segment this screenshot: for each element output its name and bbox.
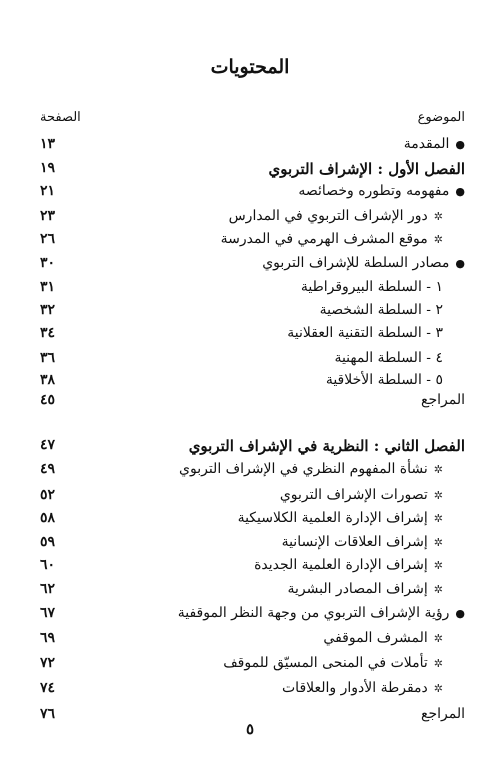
toc-entry <box>40 605 465 627</box>
entry-label: تصورات الإشراف التربوي <box>279 487 428 503</box>
bullet-icon: ● <box>455 185 465 198</box>
toc-entry <box>40 680 465 702</box>
toc-entry <box>40 255 465 277</box>
entry-label: مصادر السلطة للإشراف التربوي <box>262 255 450 271</box>
toc-entry <box>40 655 465 677</box>
entry-label: رؤية الإشراف التربوي من وجهة النظر الموقفية <box>177 605 450 621</box>
entry-page-number: ٥٩ <box>40 534 56 550</box>
entry-label: الفصل الأول : الإشراف التربوي <box>268 160 465 178</box>
toc-entry <box>40 487 465 509</box>
entry-title <box>287 581 443 597</box>
entry-page-number: ٣١ <box>40 279 56 295</box>
entry-page-number: ١٣ <box>40 136 56 152</box>
entry-page-number: ٣٠ <box>40 255 56 271</box>
entry-label: ٣ - السلطة التقنية العقلانية <box>287 325 443 341</box>
entry-title <box>238 510 443 526</box>
entry-label: المقدمة <box>403 136 450 152</box>
entry-page-number: ٤٩ <box>40 461 56 477</box>
toc-entry <box>40 325 465 347</box>
toc-entry <box>40 208 465 230</box>
bullet-icon: ● <box>455 607 465 620</box>
entry-page-number: ٢٣ <box>40 208 56 224</box>
entry-page-number: ٥٨ <box>40 510 56 526</box>
entry-title <box>178 605 465 621</box>
asterisk-icon: ✲ <box>433 559 443 572</box>
entry-label: تأملات في المنحى المسيّق للموقف <box>223 655 428 671</box>
entry-title <box>280 487 443 503</box>
entry-page-number: ٣٢ <box>40 302 56 318</box>
entry-title <box>282 680 443 696</box>
entry-page-number: ٦٢ <box>40 581 56 597</box>
toc-entry <box>40 136 465 158</box>
toc-entry <box>40 231 465 253</box>
entry-page-number: ٣٨ <box>40 372 56 388</box>
entry-page-number: ٢٦ <box>40 231 56 247</box>
asterisk-icon: ✲ <box>433 210 443 223</box>
entry-label: ٢ - السلطة الشخصية <box>319 302 443 318</box>
toc-entry <box>40 350 465 372</box>
entry-title <box>404 136 465 152</box>
toc-entry <box>40 302 465 324</box>
entry-label: المراجع <box>421 706 465 722</box>
asterisk-icon: ✲ <box>433 536 443 549</box>
entry-title <box>189 437 465 455</box>
entry-label: إشراف المصادر البشرية <box>287 581 428 597</box>
entry-label: ١ - السلطة البيروقراطية <box>300 279 443 295</box>
entry-title <box>282 534 443 550</box>
toc-entry <box>40 372 465 394</box>
entry-label: المشرف الموقفي <box>323 630 428 646</box>
entry-label: دور الإشراف التربوي في المدارس <box>228 208 428 224</box>
entry-page-number: ٧٢ <box>40 655 56 671</box>
toc-header <box>40 110 465 132</box>
toc-entry <box>40 510 465 532</box>
toc-entry <box>40 557 465 579</box>
entry-page-number: ٣٦ <box>40 350 56 366</box>
toc-entry <box>40 392 465 414</box>
entry-page-number: ٥٢ <box>40 487 56 503</box>
toc-entry <box>40 279 465 301</box>
toc-entry <box>40 630 465 652</box>
entry-label: إشراف الإدارة العلمية الجديدة <box>254 557 428 573</box>
entry-title <box>179 461 443 477</box>
asterisk-icon: ✲ <box>433 583 443 596</box>
entry-title <box>323 630 443 646</box>
toc-entry <box>40 581 465 603</box>
entry-page-number: ٤٧ <box>40 437 56 453</box>
topic-column-header: الموضوع <box>417 110 465 125</box>
entry-page-number: ٦٩ <box>40 630 56 646</box>
entry-label: الفصل الثاني : النظرية في الإشراف التربوي <box>188 437 465 455</box>
entry-title <box>229 208 443 224</box>
entry-title <box>221 231 443 247</box>
entry-label: نشأة المفهوم النظري في الإشراف التربوي <box>179 461 428 477</box>
entry-title <box>421 392 465 408</box>
entry-page-number: ١٩ <box>40 160 56 176</box>
toc-entry <box>40 534 465 556</box>
entry-label: إشراف الإدارة العلمية الكلاسيكية <box>237 510 428 526</box>
entry-title <box>269 160 465 178</box>
entry-label: المراجع <box>421 392 465 408</box>
toc-entry <box>40 183 465 205</box>
asterisk-icon: ✲ <box>433 233 443 246</box>
asterisk-icon: ✲ <box>433 512 443 525</box>
asterisk-icon: ✲ <box>433 682 443 695</box>
page-title: المحتويات <box>210 56 290 78</box>
entry-page-number: ٧٦ <box>40 706 56 722</box>
entry-label: ٤ - السلطة المهنية <box>334 350 443 366</box>
entry-page-number: ٧٤ <box>40 680 56 696</box>
chapter-heading <box>40 437 465 459</box>
entry-title <box>301 279 443 295</box>
asterisk-icon: ✲ <box>433 632 443 645</box>
bullet-icon: ● <box>455 138 465 151</box>
page-column-header: الصفحة <box>40 110 81 125</box>
entry-page-number: ٣٤ <box>40 325 56 341</box>
entry-page-number: ٢١ <box>40 183 56 199</box>
asterisk-icon: ✲ <box>433 463 443 476</box>
entry-label: مفهومه وتطوره وخصائصه <box>298 183 450 199</box>
entry-page-number: ٤٥ <box>40 392 56 408</box>
entry-label: دمقرطة الأدوار والعلاقات <box>282 680 428 696</box>
chapter-heading <box>40 160 465 182</box>
entry-title <box>320 302 443 318</box>
entry-title <box>262 255 465 271</box>
asterisk-icon: ✲ <box>433 657 443 670</box>
asterisk-icon: ✲ <box>433 489 443 502</box>
entry-label: إشراف العلاقات الإنسانية <box>281 534 428 550</box>
entry-title <box>254 557 443 573</box>
entry-title <box>326 372 443 388</box>
entry-label: موقع المشرف الهرمي في المدرسة <box>220 231 428 247</box>
entry-title <box>287 325 443 341</box>
entry-title <box>334 350 443 366</box>
bullet-icon: ● <box>455 257 465 270</box>
entry-title <box>223 655 443 671</box>
page-number: ٥ <box>245 720 255 738</box>
entry-label: ٥ - السلطة الأخلاقية <box>325 372 443 388</box>
toc-entry <box>40 461 465 483</box>
entry-page-number: ٦٠ <box>40 557 56 573</box>
entry-title <box>298 183 465 199</box>
entry-page-number: ٦٧ <box>40 605 56 621</box>
